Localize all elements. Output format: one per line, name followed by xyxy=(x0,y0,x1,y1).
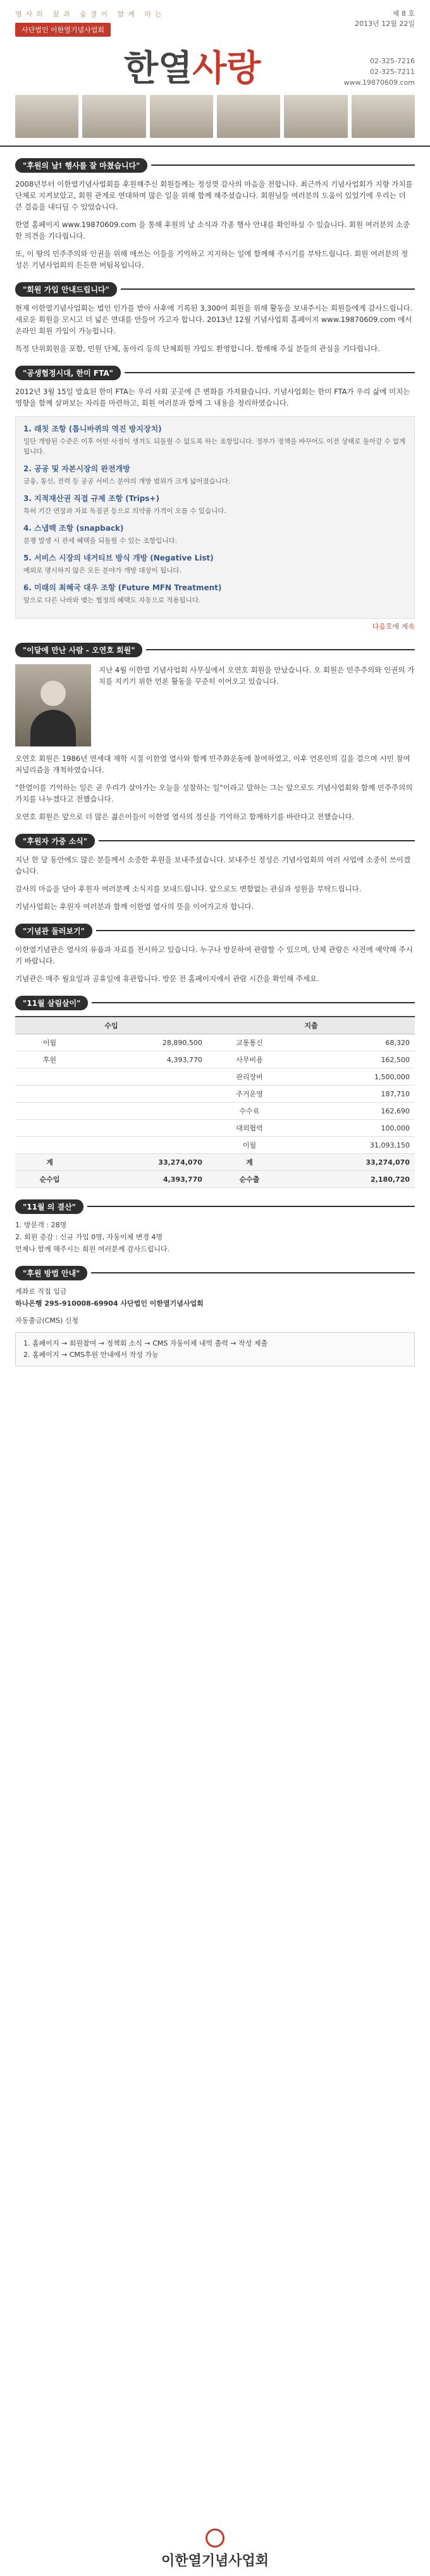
income-header: 수입 xyxy=(15,1017,207,1034)
member-photo xyxy=(15,664,91,746)
section-header xyxy=(15,158,415,172)
table-cell: 162,500 xyxy=(292,1051,415,1068)
table-cell xyxy=(84,1086,207,1103)
paragraph: 이한열기념관은 열사의 유품과 자료를 전시하고 있습니다. 누구나 방문하여 관람할 수 있으며, 단체 관람은 사전에 예약해 주시기 바랍니다. xyxy=(15,945,413,965)
clause-text: 일단 개방된 수준은 이후 어떤 사정이 생겨도 되돌릴 수 없도록 하는 조항입니다. 정부가 정책을 바꾸어도 이전 상태로 돌아갈 수 없게 됩니다. xyxy=(23,438,406,455)
table-row xyxy=(15,1154,415,1171)
section-title: "후원 방법 안내" xyxy=(15,1266,87,1280)
clause-text: 특허 기간 연장과 자료 독점권 등으로 의약품 가격이 오를 수 있습니다. xyxy=(23,507,226,515)
clause-text: 분쟁 발생 시 관세 혜택을 되돌릴 수 있는 조항입니다. xyxy=(23,537,178,545)
section-header xyxy=(15,924,415,938)
portrait-image xyxy=(217,95,280,138)
section-header xyxy=(15,834,415,848)
table-cell: 관리장비 xyxy=(207,1068,292,1086)
section-title: "기념관 둘러보기" xyxy=(15,924,92,938)
section-header xyxy=(15,366,415,380)
table-cell xyxy=(84,1068,207,1086)
portrait-image xyxy=(150,95,213,138)
paragraph: 2. 회원 증감 : 신규 가입 0명, 자동이체 변경 4명 xyxy=(15,1233,163,1241)
continued-next-issue: 다음호에 계속 xyxy=(372,622,415,631)
clause-heading: 2. 공공 및 자본시장의 완전개방 xyxy=(23,464,130,473)
footer-logo: 이한열기념사업회 xyxy=(161,2552,269,2569)
section-support-day xyxy=(15,158,415,271)
paragraph: 특정 단위회원을 포함, 민원 단체, 동아리 등의 단체회원 가입도 환영합니다. 함께해 주실 분들의 관심을 기다립니다. xyxy=(15,344,380,353)
notice-item: 2. 홈페이지 → CMS후원 안내에서 작성 가능 xyxy=(23,1351,159,1359)
paragraph: 언제나 함께 해주시는 회원 여러분께 감사드립니다. xyxy=(15,1245,170,1253)
table-cell: 대외협력 xyxy=(207,1120,292,1137)
section-member-profile xyxy=(15,643,415,822)
table-row xyxy=(15,1137,415,1154)
expense-header: 지출 xyxy=(207,1017,415,1034)
portrait-image xyxy=(15,95,78,138)
notice-item: 1. 홈페이지 → 회원참여 → 정책회 소식 → CMS 자동이체 내역 출력 → 작성 제출 xyxy=(23,1339,268,1347)
logo-icon xyxy=(206,2529,224,2548)
table-cell: 교통통신 xyxy=(207,1034,292,1051)
divider xyxy=(151,164,415,166)
section-membership xyxy=(15,282,415,354)
table-row xyxy=(15,1120,415,1137)
notice-title: 자동출금(CMS) 신청 xyxy=(15,1316,78,1325)
title-main: 한열 xyxy=(124,47,193,89)
paragraph: 지난 한 달 동안에도 많은 분들께서 소중한 후원을 보내주셨습니다. 보내주신 정성은 기념사업회의 여러 사업에 소중히 쓰이겠습니다. xyxy=(15,855,411,876)
table-cell xyxy=(15,1120,84,1137)
fta-clause xyxy=(23,493,407,516)
table-cell xyxy=(15,1137,84,1154)
profile-block xyxy=(15,664,415,746)
cms-notice-box xyxy=(15,1332,415,1366)
table-cell: 수수료 xyxy=(207,1103,292,1120)
table-cell: 187,710 xyxy=(292,1086,415,1103)
clause-text: 앞으로 다른 나라와 맺는 협정의 혜택도 자동으로 적용됩니다. xyxy=(23,597,201,604)
clause-heading: 1. 래칫 조항 (톱니바퀴의 역진 방지장치) xyxy=(23,424,162,433)
table-cell: 후원 xyxy=(15,1051,84,1068)
section-finances xyxy=(15,996,415,1188)
table-row xyxy=(15,1103,415,1120)
table-cell: 2,180,720 xyxy=(292,1171,415,1188)
fax: 02-325-7211 xyxy=(370,68,415,76)
table-cell xyxy=(15,1103,84,1120)
footer xyxy=(0,2522,430,2576)
fta-clause xyxy=(23,552,407,576)
table-cell: 100,000 xyxy=(292,1120,415,1137)
table-cell xyxy=(15,1086,84,1103)
tagline: 명사의 꿈과 숨결이 함께 하는 xyxy=(15,10,166,18)
section-title: "이달에 만난 사람 - 오연호 회원" xyxy=(15,643,142,657)
fta-clause xyxy=(23,423,407,457)
divider xyxy=(121,288,415,290)
table-cell: 순수입 xyxy=(15,1171,84,1188)
table-row xyxy=(15,1068,415,1086)
newsletter-title xyxy=(124,40,261,91)
table-cell: 33,274,070 xyxy=(292,1154,415,1171)
section-title: "회원 가입 안내드립니다" xyxy=(15,282,117,297)
contact-info xyxy=(344,56,415,88)
table-cell: 162,690 xyxy=(292,1103,415,1120)
table-cell: 사무비용 xyxy=(207,1051,292,1068)
divider xyxy=(91,1272,415,1273)
paragraph: 감사의 마음을 담아 후원자 여러분께 소식지를 보내드립니다. 앞으로도 변함없는 관심과 성원을 부탁드립니다. xyxy=(15,884,362,893)
fta-clause xyxy=(23,463,407,486)
section-header xyxy=(15,643,415,657)
divider xyxy=(99,840,415,841)
section-monthly-result xyxy=(15,1199,415,1254)
section-memorial-hall xyxy=(15,924,415,984)
issue-date: 2013년 12월 22일 xyxy=(355,20,415,28)
masthead xyxy=(0,0,430,147)
table-cell: 계 xyxy=(207,1154,292,1171)
portrait-strip-image xyxy=(15,95,415,138)
paragraph: 오연호 회원은 1986년 연세대 재학 시절 이한열 열사와 함께 민주화운동에 참여하였고, 이후 언론인의 길을 걸으며 시민 참여 저널리즘을 개척하였습니다. xyxy=(15,754,410,774)
finance-rows xyxy=(15,1034,415,1188)
clause-heading: 4. 스냅백 조항 (snapback) xyxy=(23,524,124,533)
phone: 02-325-7216 xyxy=(370,57,415,65)
table-cell: 33,274,070 xyxy=(84,1154,207,1171)
paragraph: "한열이를 기억하는 일은 곧 우리가 살아가는 오늘을 성찰하는 일"이라고 말하는 그는 앞으로도 기념사업회와 함께 민주주의의 가치를 나누겠다고 전했습니다. xyxy=(15,783,413,803)
table-cell: 4,393,770 xyxy=(84,1171,207,1188)
table-cell: 계 xyxy=(15,1154,84,1171)
portrait-image xyxy=(284,95,347,138)
fta-clause xyxy=(23,523,407,546)
paragraph: 2012년 3월 15일 발효된 한미 FTA는 우리 사회 곳곳에 큰 변화를 가져왔습니다. 기념사업회는 한미 FTA가 우리 삶에 미치는 영향을 함께 살펴보는 자리를 마련하고, 회원 여러분과 함께 그 내용을 정리하였습니다. xyxy=(15,387,410,407)
paragraph: 1. 방문객 : 28명 xyxy=(15,1221,67,1229)
divider xyxy=(146,649,415,650)
section-header xyxy=(15,996,415,1010)
section-donation-methods xyxy=(15,1266,415,1366)
title-suffix: 사랑 xyxy=(192,47,261,89)
section-title: "11월 살림살이" xyxy=(15,996,88,1010)
table-cell: 4,393,770 xyxy=(84,1051,207,1068)
table-cell: 이월 xyxy=(207,1137,292,1154)
clause-heading: 3. 지적재산권 직접 규제 조항 (Trips+) xyxy=(23,494,159,503)
website-link[interactable]: www.19870609.com xyxy=(343,78,415,87)
divider xyxy=(125,372,415,373)
portrait-image xyxy=(82,95,145,138)
person-head-icon xyxy=(40,681,66,706)
table-cell xyxy=(15,1068,84,1086)
paragraph: 또, 이 땅의 민주주의와 인권을 위해 애쓰는 이들을 기억하고 지지하는 일에 함께해 주시기를 부탁드립니다. 회원 여러분의 정성은 기념사업회의 든든한 버팀목입니다. xyxy=(15,249,408,269)
section-fta xyxy=(15,366,415,631)
table-cell: 1,500,000 xyxy=(292,1068,415,1086)
table-row xyxy=(15,1051,415,1068)
paragraph: 지난 4월 이한열 기념사업회 사무실에서 오연호 회원을 만났습니다. 오 회원은 민주주의와 인권의 가치를 지키기 위한 언론 활동을 꾸준히 이어오고 있습니다. xyxy=(99,666,415,686)
table-cell: 이월 xyxy=(15,1034,84,1051)
person-body-icon xyxy=(30,710,76,746)
table-cell: 68,320 xyxy=(292,1034,415,1051)
paragraph: 기념사업회는 후원자 여러분과 함께 이한열 열사의 뜻을 이어가고자 합니다. xyxy=(15,902,254,911)
section-title: "11월 의 결산" xyxy=(15,1199,83,1214)
section-title: "공생협정시대, 한미 FTA" xyxy=(15,366,121,380)
divider xyxy=(92,1002,415,1003)
table-cell xyxy=(84,1103,207,1120)
org-badge: 사단법인 이한열기념사업회 xyxy=(15,23,111,37)
bank-account: 하나은행 295-910008-69904 사단법인 이한열기념사업회 xyxy=(15,1299,204,1308)
fta-clause xyxy=(23,582,407,605)
table-cell: 28,890,500 xyxy=(84,1034,207,1051)
section-header xyxy=(15,282,415,296)
table-row xyxy=(15,1171,415,1188)
clause-heading: 6. 미래의 최혜국 대우 조항 (Future MFN Treatment) xyxy=(23,583,222,592)
table-row xyxy=(15,1034,415,1051)
issue-info xyxy=(355,9,415,29)
issue-number: 제 8 호 xyxy=(392,9,415,18)
table-cell: 순수출 xyxy=(207,1171,292,1188)
section-title: "후원자 가중 소식" xyxy=(15,834,95,848)
paragraph: 기념관은 매주 월요일과 공휴일에 휴관합니다. 방문 전 홈페이지에서 관람 시간을 확인해 주세요. xyxy=(15,974,319,983)
paragraph: 2008년부터 이한열기념사업회를 후원해주신 회원들께는 정성껏 감사의 마음을 전합니다. 최근까지 기념사업회가 지향 가치를 단체로 지켜보았고, 회원 관계로 연대하며 많은 일을 위해 함께 해주셨습니다. 회원님들 여러분의 도움이 있었기에 우리는 더 큰 걸음을 내디딜 수 있었습니다. xyxy=(15,180,413,211)
section-header xyxy=(15,1266,415,1280)
section-donor-news xyxy=(15,834,415,912)
section-header xyxy=(15,1199,415,1213)
paragraph: 현재 이한열기념사업회는 법인 인가를 받아 사후에 기록된 3,300여 회원을 위해 활동을 보내주시는 회원들에게 감사드립니다. 새로운 회원을 모시고 더 넓은 연대를 만들어 가고자 합니다. 2013년 12월 기념사업회 홈페이지 www.19870609.com 에서 온라인 회원 가입이 가능합니다. xyxy=(15,304,413,335)
table-cell: 31,093,150 xyxy=(292,1137,415,1154)
fta-clauses-box xyxy=(15,416,415,619)
divider xyxy=(96,930,415,931)
table-cell xyxy=(84,1120,207,1137)
clause-heading: 5. 서비스 시장의 네거티브 방식 개방 (Negative List) xyxy=(23,554,214,562)
portrait-image xyxy=(352,95,415,138)
paragraph: 계좌로 직접 입금 xyxy=(15,1287,67,1296)
clause-text: 금융, 통신, 전력 등 공공 서비스 분야의 개방 범위가 크게 넓어졌습니다. xyxy=(23,478,231,485)
table-cell: 주거운영 xyxy=(207,1086,292,1103)
finance-table xyxy=(15,1016,415,1188)
divider xyxy=(87,1206,415,1207)
table-cell xyxy=(84,1137,207,1154)
paragraph: 오연호 회원은 앞으로 더 많은 젊은이들이 이한열 열사의 정신을 기억하고 함께하기를 바란다고 전했습니다. xyxy=(15,812,355,821)
clause-text: 예외로 명시하지 않은 모든 분야가 개방 대상이 됩니다. xyxy=(23,567,181,574)
table-row xyxy=(15,1086,415,1103)
paragraph: 한열 홈페이지 www.19870609.com 을 통해 후원의 날 소식과 각종 행사 안내를 확인하실 수 있습니다. 회원 여러분의 소중한 의견을 기다립니다. xyxy=(15,220,410,240)
section-title: "후원의 날! 행사를 잘 마쳤습니다" xyxy=(15,158,147,173)
